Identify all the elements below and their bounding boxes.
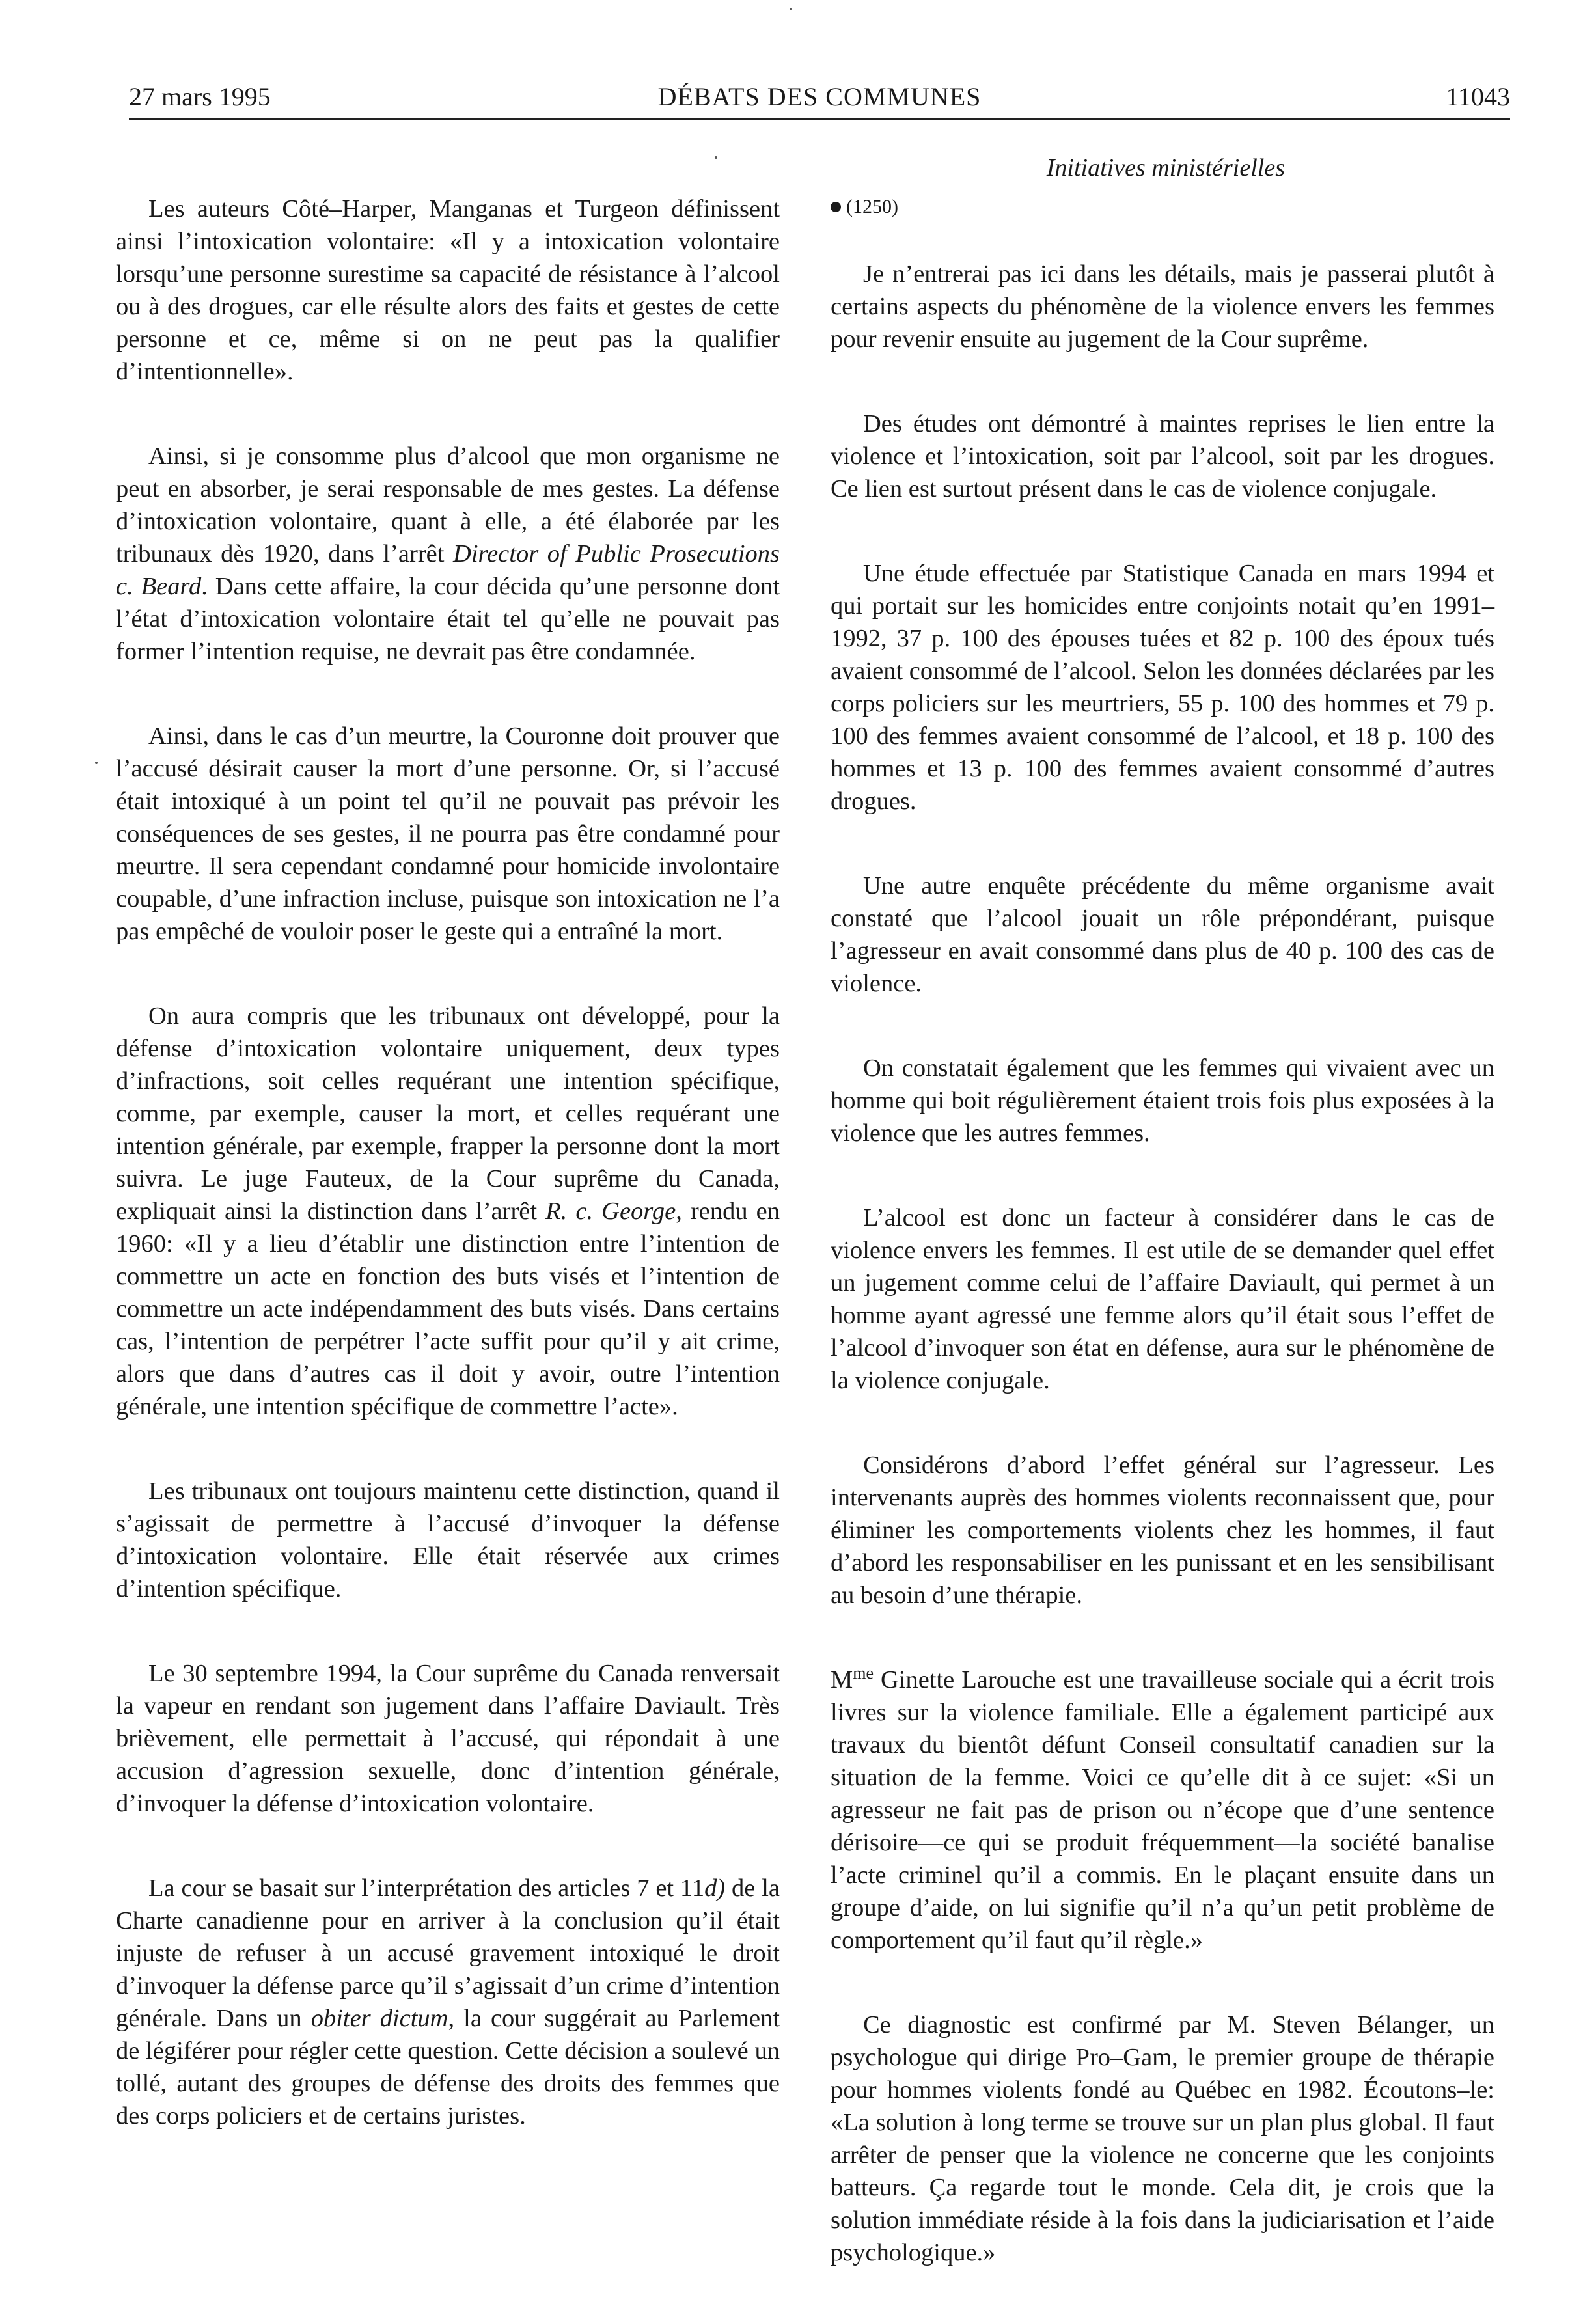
paragraph: L’alcool est donc un facteur à considérer dans le cas de violence envers les femmes. Il est utile de se demander quel effet un jugement comme celui de l’affaire Daviault, qui permet à un homme ayant agressé une femme alors qu’il était sous l’effet de l’alcool d’invoquer son état en défense, aura sur le phénomène de la violence conjugale. bbox=[831, 1204, 1494, 1394]
right-column bbox=[831, 193, 1494, 2321]
paragraph: Je n’entrerai pas ici dans les détails, mais je passerai plutôt à certains aspects du phénomène de la violence envers les femmes pour revenir ensuite au jugement de la Cour suprême. bbox=[831, 260, 1494, 353]
scan-speck bbox=[790, 8, 792, 10]
bullet-icon bbox=[831, 202, 841, 212]
header-rule bbox=[129, 118, 1510, 120]
paragraph: Des études ont démontré à maintes reprises le lien entre la violence et l’intoxication, soit par l’alcool, soit par les drogues. Ce lien est surtout présent dans le cas de violence conjugale. bbox=[831, 410, 1494, 502]
header-page-number: 11043 bbox=[1446, 82, 1510, 111]
paragraph: Ainsi, si je consomme plus d’alcool que mon organisme ne peut en absorber, je serai responsable de mes gestes. La défense d’intoxication volontaire, quant à elle, a été élaborée par les tribunaux dès 1920, dans l’arrêt Director of Public Prosecutions c. Beard. Dans cette affaire, la cour décida qu’une personne dont l’état d’intoxication volontaire était tel qu’elle ne pouvait pas former l’intention requise, ne devrait pas être condamnée. bbox=[116, 443, 780, 665]
paragraph: Une étude effectuée par Statistique Canada en mars 1994 et qui portait sur les homicides entre conjoints notait qu’en 1991–1992, 37 p. 100 des épouses tuées et 82 p. 100 des époux tués avaient consommé de l’alcool. Selon les données déclarées par les corps policiers sur les meurtriers, 55 p. 100 des hommes et 79 p. 100 des femmes avaient consommé de l’alcool, et 18 p. 100 des hommes et 13 p. 100 des femmes avaient consommé d’autres drogues. bbox=[831, 560, 1494, 815]
left-column bbox=[116, 193, 780, 2184]
paragraph: Les auteurs Côté–Harper, Manganas et Turgeon définissent ainsi l’intoxication volontaire: «Il y a intoxication volontaire lorsqu’une personne surestime sa capacité de résistance à l’alcool ou à des drogues, car elle résulte alors des faits et gestes de cette personne et ce, même si on ne peut pas la qualifier d’intentionnelle». bbox=[116, 195, 780, 385]
scan-speck bbox=[95, 762, 98, 764]
header-publication: DÉBATS DES COMMUNES bbox=[657, 82, 982, 111]
paragraph: On constatait également que les femmes qui vivaient avec un homme qui boit régulièrement étaient trois fois plus exposées à la violence que les autres femmes. bbox=[831, 1054, 1494, 1147]
paragraph: Une autre enquête précédente du même organisme avait constaté que l’alcool jouait un rôle prépondérant, puisque l’agresseur en avait consommé dans plus de 40 p. 100 des cas de violence. bbox=[831, 872, 1494, 997]
scan-speck bbox=[715, 156, 717, 159]
paragraph: Les tribunaux ont toujours maintenu cette distinction, quand il s’agissait de permettre à l’accusé d’invoquer la défense d’intoxication volontaire. Elle était réservée aux crimes d’intention spécifique. bbox=[116, 1477, 780, 1602]
page-header bbox=[129, 77, 1510, 117]
paragraph: Ce diagnostic est confirmé par M. Steven Bélanger, un psychologue qui dirige Pro–Gam, le premier groupe de thérapie pour hommes violents fondé au Québec en 1982. Écoutons–le: «La solution à long terme se trouve sur un plan plus global. Il faut arrêter de penser que la violence ne concerne que les conjoints batteurs. Ça regarde tout le monde. Cela dit, je crois que la solution immédiate réside à la fois dans la judiciarisation et l’aide psychologique.» bbox=[831, 2011, 1494, 2266]
paragraph: Le 30 septembre 1994, la Cour suprême du Canada renversait la vapeur en rendant son jugement dans l’affaire Daviault. Très brièvement, elle permettait à l’accusé, qui répondait à une accusion d’agression sexuelle, donc d’intention générale, d’invoquer la défense d’intoxication volontaire. bbox=[116, 1660, 780, 1817]
paragraph: La cour se basait sur l’interprétation des articles 7 et 11d) de la Charte canadienne pour en arriver à la conclusion qu’il était injuste de refuser à un accusé gravement intoxiqué le droit d’invoquer la défense parce qu’il s’agissait d’un crime d’intention générale. Dans un obiter dictum, la cour suggérait au Parlement de légiférer pour régler cette question. Cette décision a soulevé un tollé, autant des groupes de défense des droits des femmes que des corps policiers et de certains juristes. bbox=[116, 1875, 780, 2130]
paragraph: $M^{me}$ Ginette Larouche est une travailleuse sociale qui a écrit trois livres sur la violence familiale. Elle a également participé aux travaux du bientôt défunt Conseil consultatif canadien sur la situation de la femme. Voici ce qu’elle dit à ce sujet: «Si un agresseur ne fait pas de prison ou n’écope que d’une sentence dérisoire—ce qui se produit fréquemment—la société banalise l’acte criminel qu’il a commis. En le plaçant ensuite dans un groupe d’aide, on lui signifie qu’il n’a qu’un petit problème de comportement qu’il faut qu’il règle.» bbox=[831, 1664, 1494, 1954]
time-marker: (1250) bbox=[831, 193, 1494, 221]
paragraph: Considérons d’abord l’effet général sur l’agresseur. Les intervenants auprès des hommes violents reconnaissent que, pour éliminer les comportements violents chez les hommes, il faut d’abord les responsabiliser en les punissant et en les sensibilisant au besoin d’une thérapie. bbox=[831, 1451, 1494, 1609]
paragraph: Ainsi, dans le cas d’un meurtre, la Couronne doit prouver que l’accusé désirait causer la mort d’une personne. Or, si l’accusé était intoxiqué à un point tel qu’il ne pouvait pas prévoir les conséquences de ses gestes, il ne pourra pas être condamné pour meurtre. Il sera cependant condamné pour homicide involontaire coupable, d’une infraction incluse, puisque son intoxication ne l’a pas empêché de vouloir poser le geste qui a entraîné la mort. bbox=[116, 722, 780, 945]
paragraph: On aura compris que les tribunaux ont développé, pour la défense d’intoxication volontaire uniquement, deux types d’infractions, soit celles requérant une intention spécifique, comme, par exemple, causer la mort, et celles requérant une intention générale, par exemple, frapper la personne dont la mort suivra. Le juge Fauteux, de la Cour suprême du Canada, expliquait ainsi la distinction dans l’arrêt R. c. George, rendu en 1960: «Il y a lieu d’établir une distinction entre l’intention de commettre un acte en fonction des buts visés et l’intention de commettre un acte indépendamment des buts visés. Dans certains cas, l’intention de perpétrer l’acte suffit pour qu’il y ait crime, alors que dans d’autres cas il doit y avoir, outre l’intention générale, une intention spécifique de commettre l’acte». bbox=[116, 1002, 780, 1420]
section-title: Initiatives ministérielles bbox=[1046, 154, 1285, 182]
header-date: 27 mars 1995 bbox=[129, 82, 271, 111]
